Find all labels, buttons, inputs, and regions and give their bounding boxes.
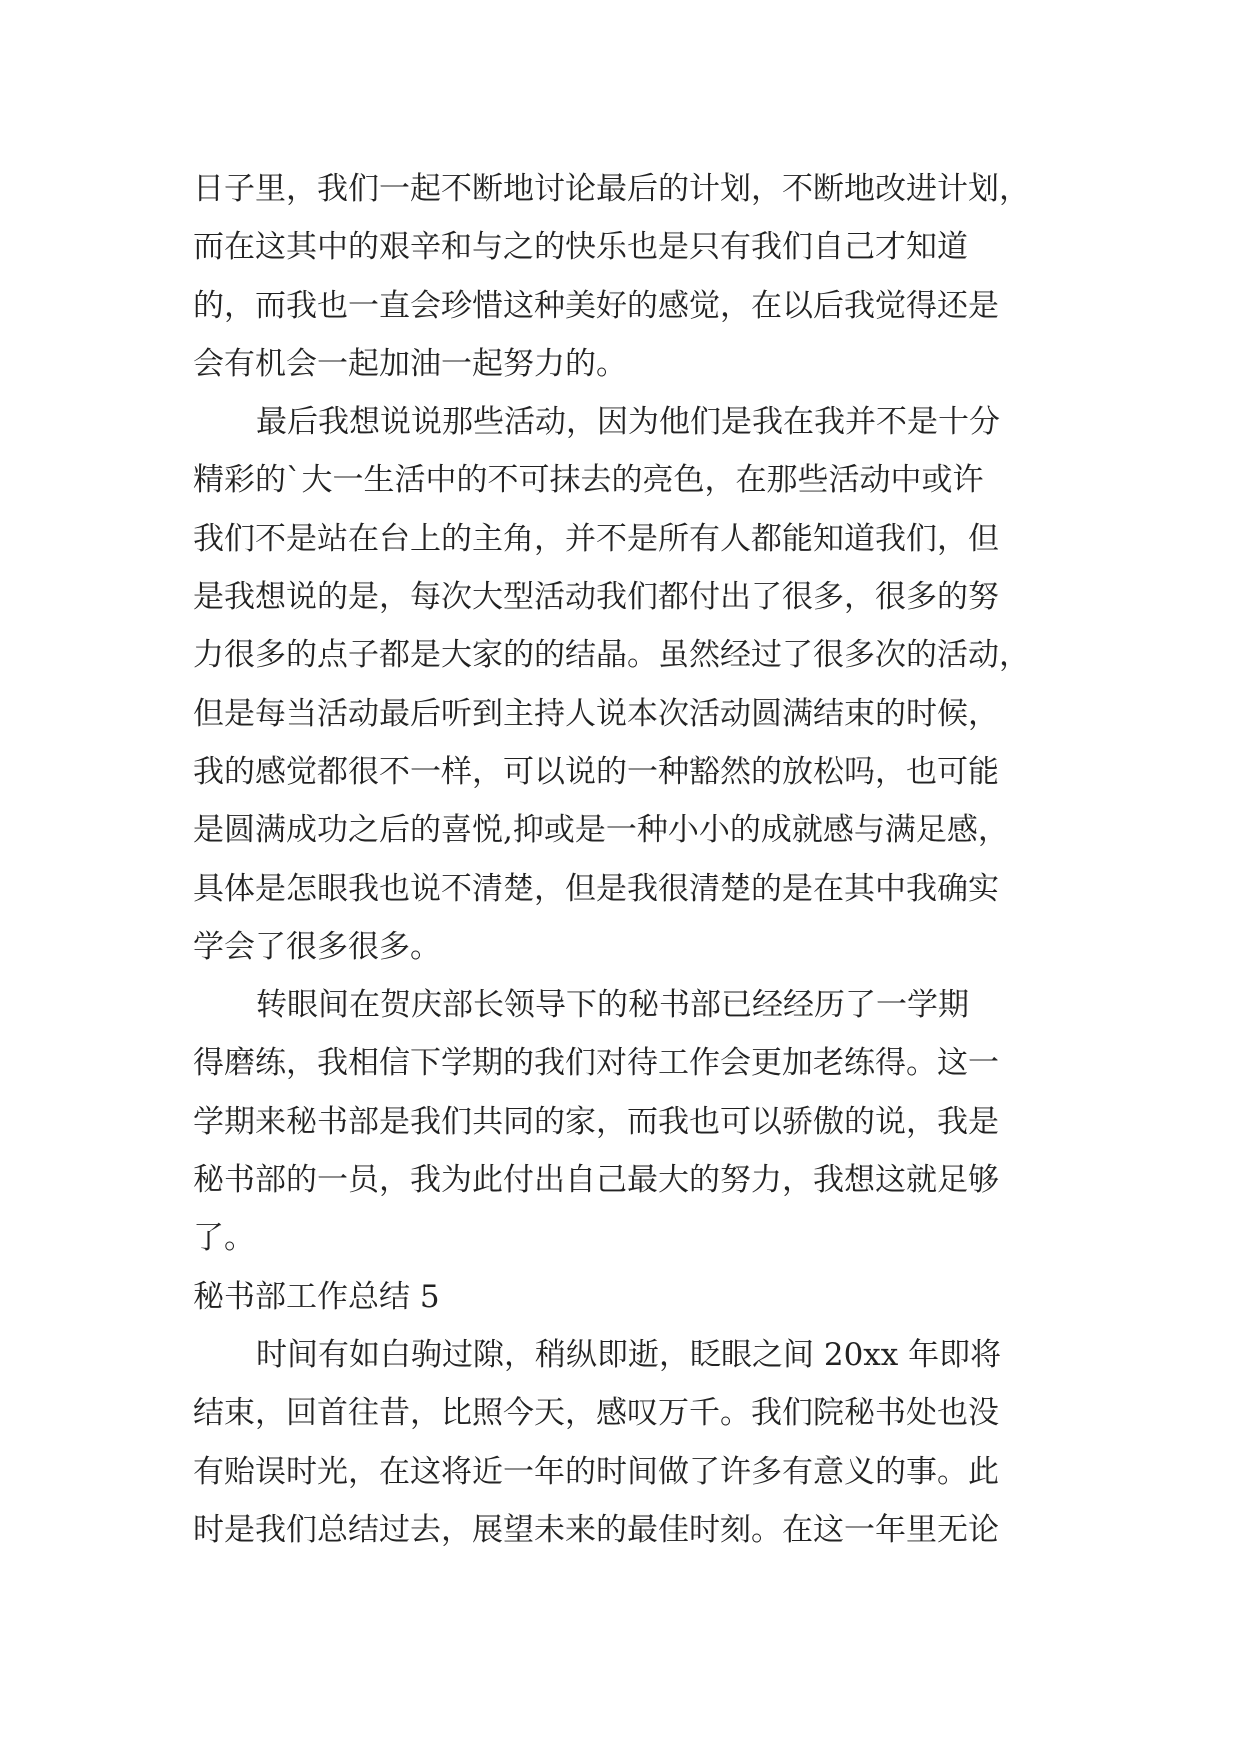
document-body (193, 160, 1073, 1559)
text-line: 具体是怎眼我也说不清楚，但是我很清楚的是在其中我确实 (193, 870, 999, 907)
text-line: 得磨练，我相信下学期的我们对待工作会更加老练得。这一 (193, 1045, 999, 1082)
text-line: 时是我们总结过去，展望未来的最佳时刻。在这一年里无论 (193, 1511, 999, 1548)
text-line: 有贻误时光，在这将近一年的时间做了许多有意义的事。此 (193, 1453, 999, 1490)
text-line: 但是每当活动最后听到主持人说本次活动圆满结束的时候， (193, 695, 999, 732)
text-line: 我的感觉都很不一样，可以说的一种豁然的放松吗，也可能 (193, 753, 999, 790)
text-line: 了。 (193, 1220, 255, 1257)
text-line: 会有机会一起加油一起努力的。 (193, 345, 627, 382)
text-line: 而在这其中的艰辛和与之的快乐也是只有我们自己才知道 (193, 229, 968, 266)
paragraph-first-line: 时间有如白驹过隙，稍纵即逝，眨眼之间 20xx 年即将 (256, 1336, 1002, 1373)
text-line: 精彩的`大一生活中的不可抹去的亮色，在那些活动中或许 (193, 462, 984, 499)
text-line: 的，而我也一直会珍惜这种美好的感觉，在以后我觉得还是 (193, 287, 999, 324)
paragraph-first-line: 最后我想说说那些活动，因为他们是我在我并不是十分 (256, 404, 1000, 441)
text-line: 秘书部的一员，我为此付出自己最大的努力，我想这就足够 (193, 1162, 999, 1199)
text-line: 是圆满成功之后的喜悦,抑或是一种小小的成就感与满足感， (193, 812, 1009, 849)
text-line: 我们不是站在台上的主角，并不是所有人都能知道我们，但 (193, 520, 999, 557)
section-heading: 秘书部工作总结 5 (193, 1278, 440, 1315)
text-line: 学期来秘书部是我们共同的家，而我也可以骄傲的说，我是 (193, 1103, 999, 1140)
text-line: 结束，回首往昔，比照今天，感叹万千。我们院秘书处也没 (193, 1395, 999, 1432)
paragraph-first-line: 转眼间在贺庆部长领导下的秘书部已经经历了一学期 (256, 987, 969, 1024)
text-line: 学会了很多很多。 (193, 928, 441, 965)
text-line: 日子里，我们一起不断地讨论最后的计划，不断地改进计划， (193, 171, 1030, 207)
text-line: 是我想说的是，每次大型活动我们都付出了很多，很多的努 (193, 579, 999, 616)
text-line: 力很多的点子都是大家的的结晶。虽然经过了很多次的活动， (193, 637, 1030, 674)
